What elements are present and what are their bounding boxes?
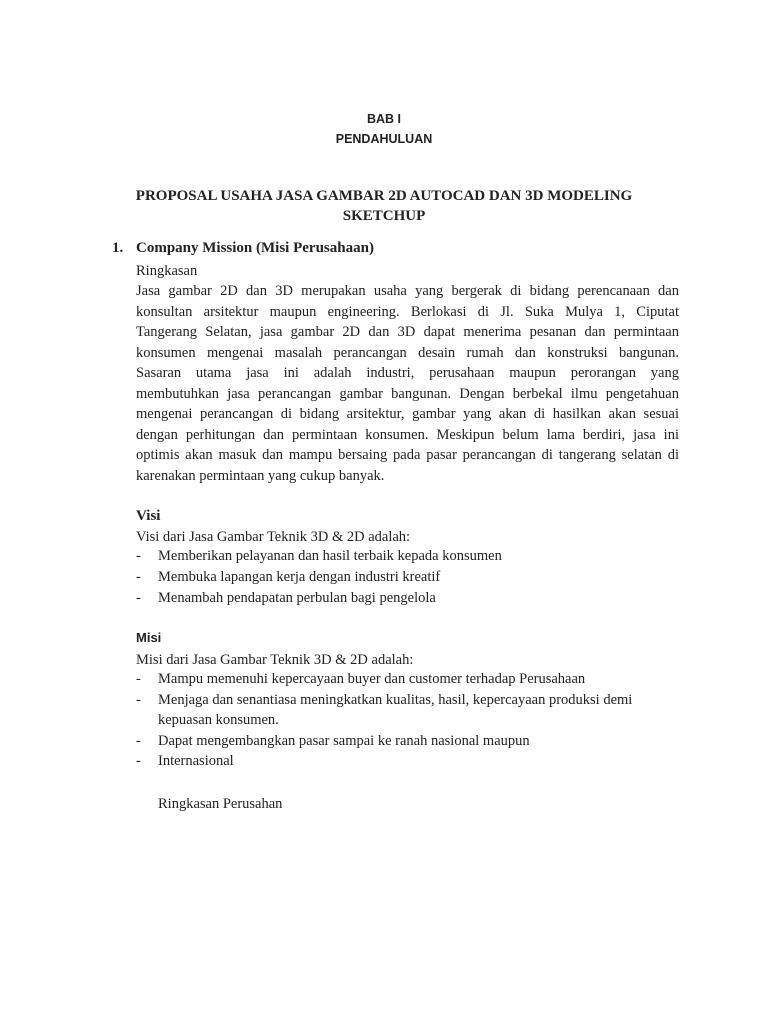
list-item: Membuka lapangan kerja dengan industri kreatif [158, 569, 441, 585]
paragraph-line: Sasaran utama jasa ini adalah industri, perusahaan maupun perorangan yang [136, 365, 679, 381]
list-item: Dapat mengembangkan pasar sampai ke ranah nasional maupun [158, 733, 530, 749]
summary-label: Ringkasan [136, 263, 198, 279]
paragraph-line: optimis akan masuk dan mampu bersaing pada pasar perancangan di tangerang selatan di [136, 447, 679, 463]
paragraph-line: karenakan permintaan yang cukup banyak. [136, 468, 385, 484]
paragraph-line: mengenai perancangan di bidang arsitektur, gambar yang akan di hasilkan akan sesuai [136, 406, 679, 422]
list-item: Memberikan pelayanan dan hasil terbaik kepada konsumen [158, 548, 502, 564]
list-item: Internasional [158, 753, 234, 769]
misi-heading: Misi [136, 630, 162, 645]
proposal-title-line-1: PROPOSAL USAHA JASA GAMBAR 2D AUTOCAD DAN 3D MODELING [135, 188, 633, 204]
paragraph-line: Jasa gambar 2D dan 3D merupakan usaha yang bergerak di bidang perencanaan dan [136, 283, 679, 299]
list-item: Mampu memenuhi kepercayaan buyer dan customer terhadap Perusahaan [158, 671, 586, 687]
section-number: 1. [112, 240, 124, 256]
section-title: Company Mission (Misi Perusahaan) [136, 240, 374, 256]
list-bullet: - [136, 590, 141, 606]
visi-heading: Visi [136, 508, 161, 524]
paragraph-line: dengan perhitungan dan permintaan konsumen. Meskipun belum lama berdiri, jasa ini [136, 427, 679, 443]
paragraph-line: membutuhkan jasa perancangan gambar bangunan. Dengan berbekal ilmu pengetahuan [136, 386, 679, 402]
paragraph-line: Tangerang Selatan, jasa gambar 2D dan 3D dapat menerima pesanan dan permintaan [136, 324, 679, 340]
list-bullet: - [136, 548, 141, 564]
list-bullet: - [136, 753, 141, 769]
proposal-title-line-2: SKETCHUP [342, 208, 426, 224]
list-bullet: - [136, 692, 141, 708]
chapter-number: BAB I [366, 112, 402, 126]
list-bullet: - [136, 733, 141, 749]
paragraph-line: konsumen mengenai masalah perancangan desain rumah dan konstruksi bangunan. [136, 345, 679, 361]
list-item: Menambah pendapatan perbulan bagi pengelola [158, 590, 436, 606]
company-summary-label: Ringkasan Perusahan [158, 796, 283, 812]
paragraph-line: konsultan arsitektur maupun engineering. Berlokasi di Jl. Suka Mulya 1, Ciputat [136, 304, 679, 320]
chapter-title: PENDAHULUAN [335, 132, 433, 146]
list-item: Menjaga dan senantiasa meningkatkan kualitas, hasil, kepercayaan produksi demi [158, 692, 633, 708]
misi-intro: Misi dari Jasa Gambar Teknik 3D & 2D adalah: [136, 652, 414, 668]
list-bullet: - [136, 671, 141, 687]
list-bullet: - [136, 569, 141, 585]
visi-intro: Visi dari Jasa Gambar Teknik 3D & 2D adalah: [136, 529, 411, 545]
list-item-continuation: kepuasan konsumen. [158, 712, 279, 728]
